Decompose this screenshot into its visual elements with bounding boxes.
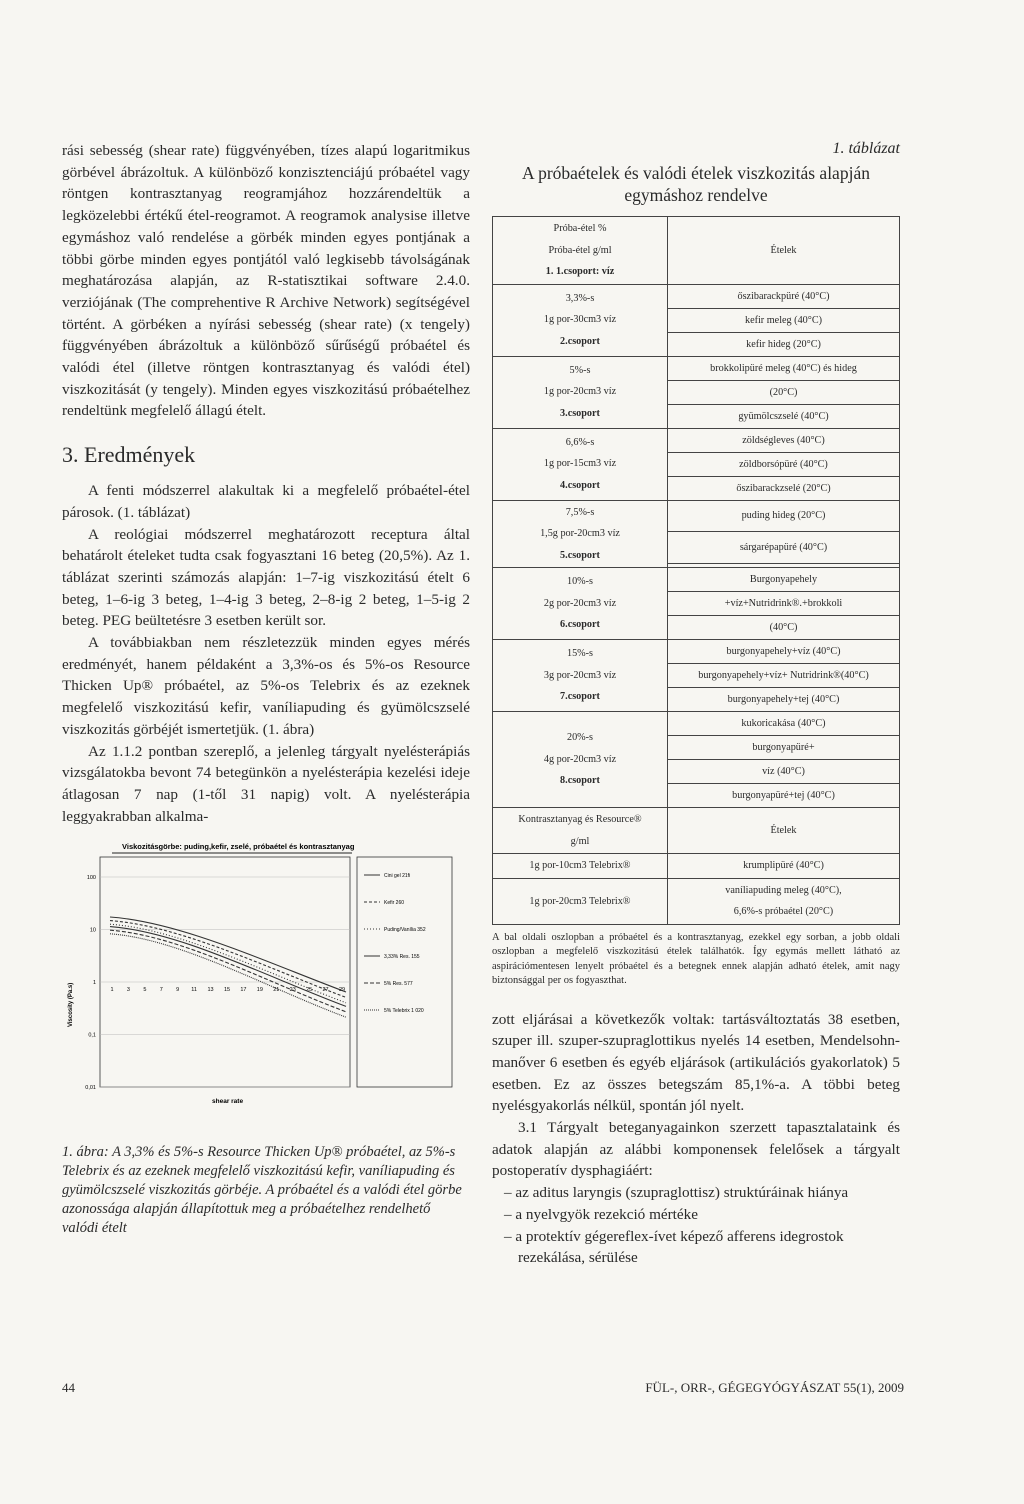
contrast-left-cell: 1g por-10cm3 Telebrix® [493,854,668,879]
cell-line: 1,5g por-20cm3 víz [540,528,620,539]
header-line: 1. 1.csoport: víz [545,266,615,277]
food-cell: zöldségleves (40°C) [668,428,900,452]
x-tick-label: 1 [110,987,114,994]
y-tick-label: 0,01 [85,1085,96,1092]
x-tick-label: 25 [306,987,313,994]
x-tick-label: 7 [159,987,163,994]
figure-caption: 1. ábra: A 3,3% és 5%-s Resource Thicken Up® próbaétel, az 5%-s Telebrix és az ezeknek megfelelő viszkozitású kefir, vaníliapuding és gyümölcszselé viszkozitás görbéje. A próbaétel és a valódi étel görbe azonossága alapján állapítottuk meg a próbaételhez rendelhető valódi ételt [62,1144,462,1237]
left-column [62,140,470,1238]
food-cell: őszibarackzselé (20°C) [668,476,900,500]
table-title: A próbaételek és valódi ételek viszkozitás alapján egymáshoz rendelve [522,163,870,205]
food-cell: burgonyapehely+víz (40°C) [668,640,900,664]
table-row [493,854,900,879]
viscosity-curve [110,917,346,992]
legend-frame [357,857,452,1087]
header-line: Próba-étel g/ml [548,244,612,256]
viscosity-figure [62,837,462,1137]
table-row [493,568,900,592]
x-tick-label: 21 [273,987,280,994]
cell-line: 8.csoport [560,775,600,787]
x-axis-label: shear rate [212,1098,244,1106]
header-line: Kontrasztanyag és Resource® [518,814,642,825]
x-tick-label: 29 [338,987,346,994]
cell-line: 2g por-20cm3 víz [543,597,617,609]
x-tick-label: 9 [176,987,180,994]
y-ticks [85,875,96,1091]
food-cell: zöldborsópüré (40°C) [668,452,900,476]
section-heading: 3. Eredmények [62,442,196,468]
group-left-cell [493,356,668,428]
food-cell: brokkolipüré meleg (40°C) és hideg [668,356,900,380]
contrast-left-cell: 1g por-20cm3 Telebrix® [493,878,668,924]
food-cell: kefir meleg (40°C) [668,308,900,332]
food-cell: őszibarackpüré (40°C) [668,284,900,308]
y-tick-label: 100 [86,875,96,882]
food-cell: sárgarépapüré (40°C) [668,532,900,564]
food-cell: (40°C) [668,616,900,640]
group-left-cell [493,640,668,712]
list-item: – a nyelvgyök rezekció mértéke [504,1205,698,1223]
cell-line: krumplipüré (40°C) [743,860,824,871]
y-axis-label: Viscosity (Pa.s) [68,983,74,1028]
cell-line: 3g por-20cm3 víz [543,669,617,681]
body-paragraph: A továbbiakban nem részletezzük minden egyes mérés eredményét, hanem példaként a 3,3%-os és 5%-os Resource Thicken Up® próbaétel, az 5%-os Telebrix és az ezeknek megfelelő viszkozitású kefir, vaníliapuding és gyümölcszselé viszkozitás görbéjét ismertetjük. (1. ábra) [62,634,470,738]
table-row [493,500,900,532]
group-left-cell [493,568,668,640]
cell-line: 7,5%-s [565,506,595,518]
x-tick-label: 15 [223,987,231,994]
page-number: 44 [62,1380,75,1395]
legend-label: Cini gel 21fi [384,873,411,880]
legend-label: 5% Telebrix 1 020 [384,1008,424,1015]
cell-line: 1g por-20cm3 víz [543,386,617,398]
cell-line: 15%-s [566,648,594,660]
grid-lines [100,877,350,1087]
food-cell: +víz+Nutridrink®.+brokkoli [668,592,900,616]
y-tick-label: 1 [92,980,96,987]
table-row [493,428,900,452]
group-left-cell [493,428,668,500]
component-list [492,1182,900,1269]
header-left [493,217,668,285]
right-column [492,140,900,1269]
food-cell: burgonyapüré+ [668,736,900,760]
food-cell: gyümölcszselé (40°C) [668,404,900,428]
group-left-cell [493,712,668,808]
x-tick-label: 17 [240,987,247,994]
cell-line: 5.csoport [560,549,600,561]
body-paragraph: A fenti módszerrel alakultak ki a megfelelő próbaétel-étel párosok. (1. táblázat) [62,482,470,521]
cell-line: 6,6%-s próbaétel (20°C) [733,906,834,917]
contrast-body [493,854,900,925]
y-tick-label: 0,1 [88,1032,96,1039]
contrast-header-right: Ételek [668,808,900,854]
table-label: 1. táblázat [832,140,900,157]
viscosity-chart [62,837,462,1137]
contrast-header-left [493,808,668,854]
food-cell: víz (40°C) [668,760,900,784]
body-paragraph: 3.1 Tárgyalt beteganyagainkon szerzett tapasztalataink és adatok alapján az alábbi komponensek felelősek a tárgyalt postoperatív dysphagiáért: [492,1119,900,1180]
x-tick-label: 27 [322,987,329,994]
cell-line: 4.csoport [560,479,600,491]
food-cell: puding hideg (20°C) [668,500,900,532]
journal-footer: FÜL-, ORR-, GÉGEGYÓGYÁSZAT 55(1), 2009 [645,1380,904,1395]
groups-body [493,284,900,808]
table-row [493,284,900,308]
viscosity-curve [110,931,346,1013]
list-item: – az aditus laryngis (szupraglottisz) struktúráinak hiánya [504,1184,849,1202]
cell-line: 1g por-30cm3 víz [543,314,617,326]
legend [364,873,426,1014]
body-paragraph: zott eljárásai a következők voltak: tartásváltoztatás 38 esetben, szuper ill. szuper-szupraglottikus nyelés 14 esetben, Mendelsohn-manőver 6 esetben és egyéb eljárások (artikulációs gyakorlatok) 5 esetben. Ez az összes betegszám 85,1%-a. A többi beteg nyelésgyakorlás nélkül, spontán jól nyelt. [492,1010,900,1115]
food-cell: kefir hideg (20°C) [668,332,900,356]
curves [110,917,346,1017]
group-left-cell [493,284,668,356]
food-cell: Burgonyapehely [668,568,900,592]
contrast-header-row [493,808,900,854]
cell-line: 2.csoport [560,335,600,347]
group-left-cell [493,500,668,568]
x-tick-label: 19 [256,987,263,994]
x-tick-label: 23 [289,987,296,994]
body-paragraph: rási sebesség (shear rate) függvényében, tízes alapú logaritmikus görbével ábrázoltuk. A különböző konzisztenciájú próbaétel vagy röntgen kontrasztanyag reogramjához hozzárendeltük a legközelebbi értékű étel-reogramot. A reogramok analysise illetve egymáshoz való rendelése a görbék minden egyes pontjának a többi görbe minden egyes pontjától való legkisebb távolságának meghatározása alapján, az R-statisztikai software 2.4.0. verziójának (The comprehentive R Archive Network) segítségével történt. A görbéken a nyírási sebesség (shear rate) (x tengely) függvényében ábrázoltuk a különböző sűrűségű próbaétel és valódi étel (illetve röntgen kontrasztanyag és valódi étel) viszkozitását (y tengely). Minden egyes viszkozitású próbaételhez rendeltünk megfelelő állagú ételt. [62,142,470,420]
table-row [493,356,900,380]
legend-label: Kefir 260 [384,900,405,907]
cell-line: 7.csoport [560,691,600,703]
legend-label: 3,33% Res. 155 [384,954,420,961]
cell-line: 3.csoport [560,407,600,419]
x-tick-label: 3 [126,987,130,994]
table-header-row [493,217,900,285]
x-tick-label: 13 [207,987,214,994]
body-paragraph: Az 1.1.2 pontban szereplő, a jelenleg tárgyalt nyelésterápiás vizsgálatokba bevont 74 betegünkön a nyelésterápia kezelési ideje átlagosan 7 nap (1-től 31 napig) volt. A nyelésterápia leggyakrabban alkalma- [62,742,470,825]
food-cell: burgonyapehely+tej (40°C) [668,688,900,712]
list-item: – a protektív gégereflex-ívet képező afferens idegrostok rezekálása, sérülése [504,1227,844,1267]
header-line: g/ml [570,835,590,847]
viscosity-curve [110,927,346,1007]
contrast-food-cell [668,878,900,924]
body-paragraph: A reológiai módszerrel meghatározott receptura által behatárolt ételeket tudta csak fogyasztani 16 beteg (20,5%). Az 1. táblázat szerinti számozás alapján: 1–7-ig viszkozitású ételt 6 beteg, 1–6-ig 3 beteg, 1–4-ig 3 beteg, 2–8-ig 2 beteg, 1–5-ig 2 beteg. PEG beültetésre 3 esetben került sor. [62,525,470,630]
cell-line: 6.csoport [560,619,600,631]
header-right: Ételek [668,217,900,285]
cell-line: 10%-s [566,576,594,588]
table-note: A bal oldali oszlopban a próbaétel és a kontrasztanyag, ezekkel egy sorban, a jobb oldali oszlopban a megfelelő viszkozitású ételek találhatók. Így egymás mellett látható az aspirációmentesen lenyelt próbaétel és a betegnek ennek alapján adható ételek, amit nagy biztonsággal per os fogyaszthat. [492,931,900,986]
cell-line: 5%-s [569,364,591,376]
plot-frame [100,857,350,1087]
chart-title: Viskozitásgörbe: puding,kefir, zselé, próbaétel és kontrasztanyag [122,842,355,852]
cell-line: 4g por-20cm3 víz [543,753,617,765]
food-cell: (20°C) [668,380,900,404]
pairing-table [492,216,900,925]
y-tick-label: 10 [89,927,96,934]
legend-label: 5% Res. 577 [384,981,413,988]
cell-line: 20%-s [566,732,594,744]
header-line: Próba-étel % [553,223,607,234]
x-tick-label: 11 [191,987,198,994]
contrast-food-cell [668,854,900,879]
cell-line: 1g por-15cm3 víz [543,458,617,470]
cell-line: 6,6%-s [565,436,595,448]
food-cell: kukoricakása (40°C) [668,712,900,736]
table-row [493,878,900,924]
legend-label: Puding/Vanília 352 [384,927,426,934]
cell-line: vaníliapuding meleg (40°C), [725,884,842,896]
table-row [493,640,900,664]
food-cell: burgonyapehely+víz+ Nutridrink®(40°C) [668,664,900,688]
table-row [493,712,900,736]
x-tick-label: 5 [143,987,147,994]
cell-line: 3,3%-s [565,292,595,304]
food-cell: burgonyapüré+tej (40°C) [668,784,900,808]
